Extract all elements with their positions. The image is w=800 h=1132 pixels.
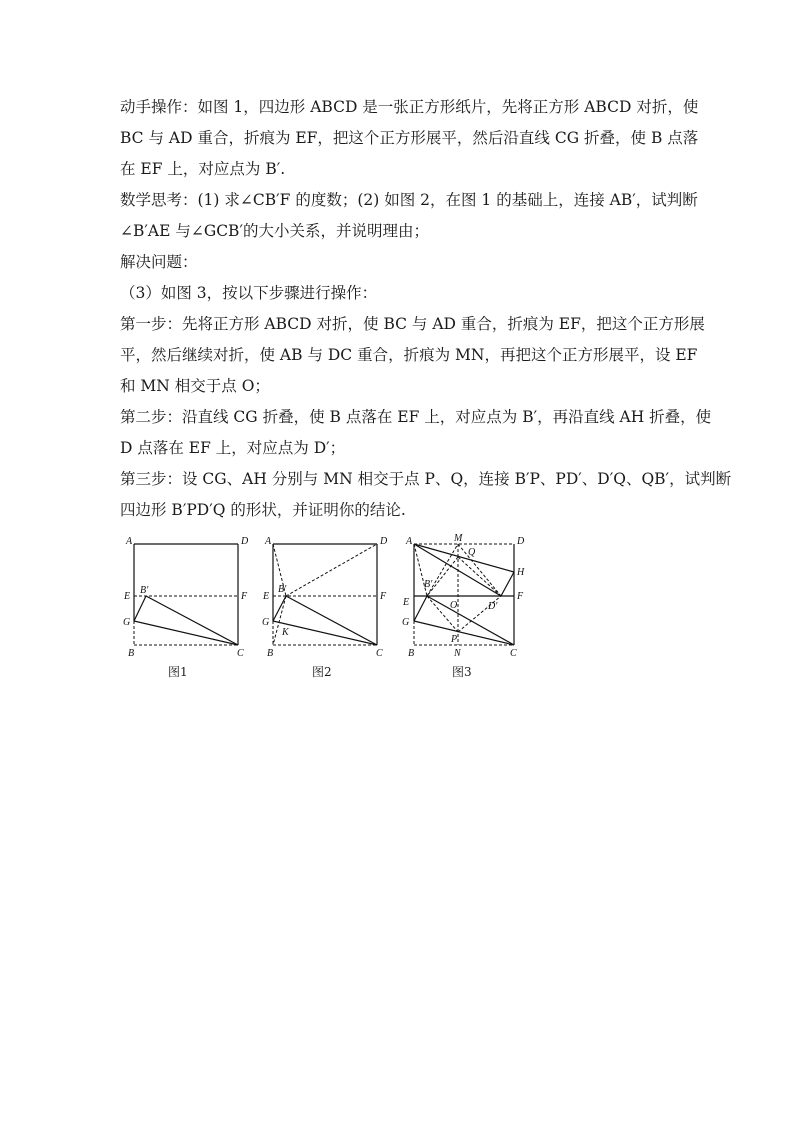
label-c: C bbox=[237, 648, 244, 659]
label-b: B bbox=[128, 648, 135, 659]
label-o: O bbox=[450, 600, 458, 611]
label-d: D bbox=[380, 536, 388, 547]
problem-line: 在 EF 上，对应点为 B′. bbox=[120, 160, 286, 178]
problem-line: 数学思考：(1) 求∠CB′F 的度数；(2) 如图 2，在图 1 的基础上，连接 AB′，试判断 bbox=[120, 191, 698, 209]
problem-line: 平，然后继续对折，使 AB 与 DC 重合，折痕为 MN，再把这个正方形展平，设 EF bbox=[120, 346, 698, 364]
figure-1-diagram bbox=[118, 532, 258, 662]
label-d: D bbox=[241, 536, 249, 547]
problem-line: 四边形 B′PD′Q 的形状，并证明你的结论. bbox=[120, 501, 406, 519]
label-k: K bbox=[282, 627, 289, 638]
figure-1 bbox=[118, 532, 258, 662]
label-f: F bbox=[380, 591, 387, 602]
figure-3-diagram bbox=[398, 532, 538, 662]
figure-1-caption: 图1 bbox=[168, 665, 188, 679]
figure-2-diagram bbox=[258, 532, 398, 662]
label-b: B bbox=[408, 648, 415, 659]
label-b: B bbox=[267, 648, 274, 659]
label-e: E bbox=[263, 591, 270, 602]
label-m: M bbox=[454, 533, 463, 544]
label-n: N bbox=[454, 648, 461, 659]
label-b-prime: B′ bbox=[140, 585, 149, 596]
label-c: C bbox=[376, 648, 383, 659]
label-d-prime: D′ bbox=[488, 601, 498, 612]
label-a: A bbox=[126, 536, 133, 547]
label-h: H bbox=[517, 567, 525, 578]
label-c: C bbox=[510, 648, 517, 659]
label-p: P bbox=[451, 634, 458, 645]
label-e: E bbox=[403, 597, 410, 608]
label-q: Q bbox=[468, 547, 476, 558]
label-a: A bbox=[265, 536, 272, 547]
label-f: F bbox=[241, 591, 248, 602]
problem-line: 解决问题： bbox=[120, 253, 198, 271]
problem-line: BC 与 AD 重合，折痕为 EF，把这个正方形展平，然后沿直线 CG 折叠，使 B 点落 bbox=[120, 129, 699, 147]
problem-line: 和 MN 相交于点 O； bbox=[120, 377, 270, 395]
label-e: E bbox=[124, 591, 131, 602]
figure-2 bbox=[258, 532, 398, 662]
label-d: D bbox=[517, 536, 525, 547]
label-g: G bbox=[402, 617, 410, 628]
problem-line: 第二步：沿直线 CG 折叠，使 B 点落在 EF 上，对应点为 B′，再沿直线 AH 折叠，使 bbox=[120, 408, 712, 426]
label-g: G bbox=[262, 617, 270, 628]
label-b-prime: B′ bbox=[278, 584, 287, 595]
problem-line: D 点落在 EF 上，对应点为 D′； bbox=[120, 439, 346, 457]
problem-line: 第一步：先将正方形 ABCD 对折，使 BC 与 AD 重合，折痕为 EF，把这个正方形展 bbox=[120, 315, 705, 333]
figure-3 bbox=[398, 532, 538, 662]
label-f: F bbox=[517, 591, 524, 602]
problem-line: ∠B′AE 与∠GCB′的大小关系，并说明理由； bbox=[120, 222, 429, 240]
figure-3-caption: 图3 bbox=[452, 665, 472, 679]
problem-text bbox=[120, 92, 732, 526]
label-a: A bbox=[406, 536, 413, 547]
problem-line: 动手操作：如图 1，四边形 ABCD 是一张正方形纸片，先将正方形 ABCD 对折，使 bbox=[120, 98, 699, 116]
label-b-prime: B′ bbox=[424, 579, 433, 590]
label-g: G bbox=[123, 617, 131, 628]
problem-line: 第三步：设 CG、AH 分别与 MN 相交于点 P、Q，连接 B′P、PD′、D′Q、QB′，试判断 bbox=[120, 470, 732, 488]
problem-line: （3）如图 3，按以下步骤进行操作： bbox=[120, 284, 378, 302]
figure-2-caption: 图2 bbox=[312, 665, 332, 679]
